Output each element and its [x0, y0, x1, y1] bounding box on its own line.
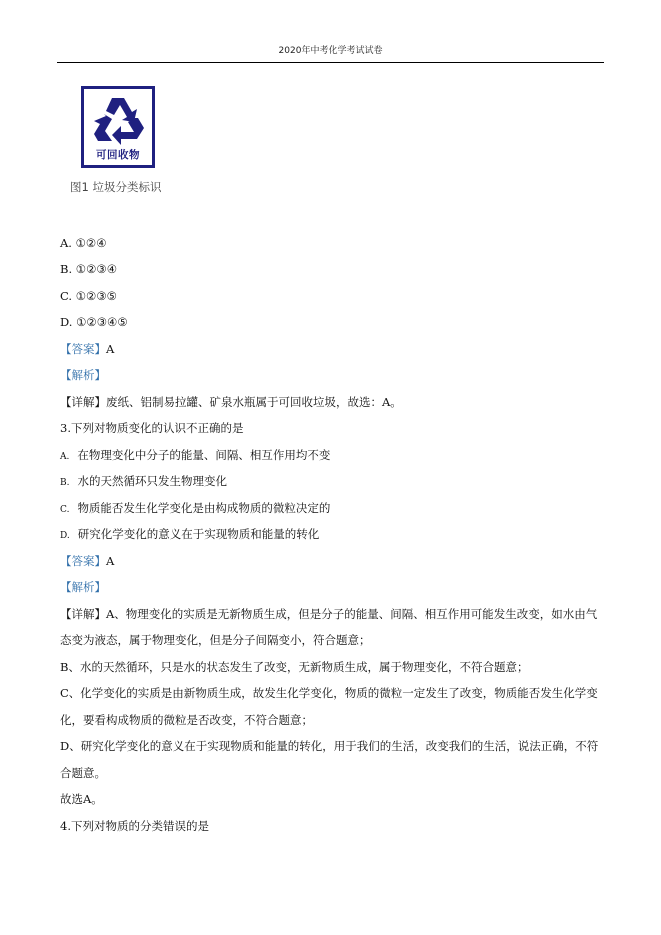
q2-option-c: C. ①②③⑤	[60, 289, 117, 303]
option-text: 在物理变化中分子的能量、间隔、相互作用均不变	[77, 448, 331, 462]
answer-tag: 【答案】	[60, 554, 106, 568]
q3-option-b	[60, 473, 227, 491]
answer-tag: 【答案】	[60, 342, 106, 356]
option-text: 研究化学变化的意义在于实现物质和能量的转化	[77, 527, 320, 541]
q3-answer	[60, 553, 114, 569]
detail-text: 废纸、铝制易拉罐、矿泉水瓶属于可回收垃圾，故选：A。	[106, 395, 402, 409]
q2-option-d: D. ①②③④⑤	[60, 315, 128, 329]
option-letter: B.	[60, 478, 70, 488]
option-text: 水的天然循环只发生物理变化	[77, 474, 227, 488]
q2-analysis	[60, 367, 106, 383]
q3-option-d	[60, 526, 319, 544]
q2-answer	[60, 341, 114, 357]
q3-detail-line: 态变为液态，属于物理变化，但是分子间隔变小，符合题意；	[60, 633, 371, 647]
figure-caption: 图1 垃圾分类标识	[70, 180, 162, 194]
q3-analysis	[60, 579, 106, 595]
q3-detail-line: D、研究化学变化的意义在于实现物质和能量的转化，用于我们的生活，改变我们的生活，说法正确，不符	[60, 739, 599, 753]
q2-detail	[60, 394, 402, 410]
q3-stem: 3.下列对物质变化的认识不正确的是	[60, 421, 244, 435]
answer-value: A	[106, 342, 115, 356]
q3-detail-line: B、水的天然循环，只是水的状态发生了改变，无新物质生成，属于物理变化，不符合题意；	[60, 660, 529, 674]
q2-option-a: A. ①②④	[60, 236, 107, 250]
detail-text: A、物理变化的实质是无新物质生成，但是分子的能量、间隔、相互作用可能发生改变，如水由气	[106, 607, 598, 621]
q3-detail-line: 合题意。	[60, 766, 106, 780]
option-letter: C.	[60, 505, 70, 515]
option-letter: A.	[60, 452, 70, 462]
logo-label: 可回收物	[96, 149, 140, 161]
answer-value: A	[106, 554, 115, 568]
q3-detail-line: 化，要看构成物质的微粒是否改变，不符合题意；	[60, 713, 313, 727]
q2-option-b: B. ①②③④	[60, 262, 118, 276]
option-letter: D.	[60, 531, 70, 541]
page-header: 2020年中考化学考试试卷	[57, 44, 604, 63]
detail-tag: 【详解】	[60, 607, 106, 621]
option-text: 物质能否发生化学变化是由构成物质的微粒决定的	[77, 501, 331, 515]
analysis-tag: 【解析】	[60, 368, 106, 382]
q3-conclusion: 故选A。	[60, 792, 103, 806]
q4-stem: 4.下列对物质的分类错误的是	[60, 819, 209, 833]
analysis-tag: 【解析】	[60, 580, 106, 594]
q3-option-a	[60, 447, 330, 465]
recycle-icon	[90, 94, 146, 148]
recycling-logo	[81, 86, 155, 168]
q3-option-c	[60, 500, 330, 518]
q3-detail-line	[60, 606, 597, 622]
detail-tag: 【详解】	[60, 395, 106, 409]
q3-detail-line: C、化学变化的实质是由新物质生成，故发生化学变化，物质的微粒一定发生了改变，物质能否发生化学变	[60, 686, 598, 700]
